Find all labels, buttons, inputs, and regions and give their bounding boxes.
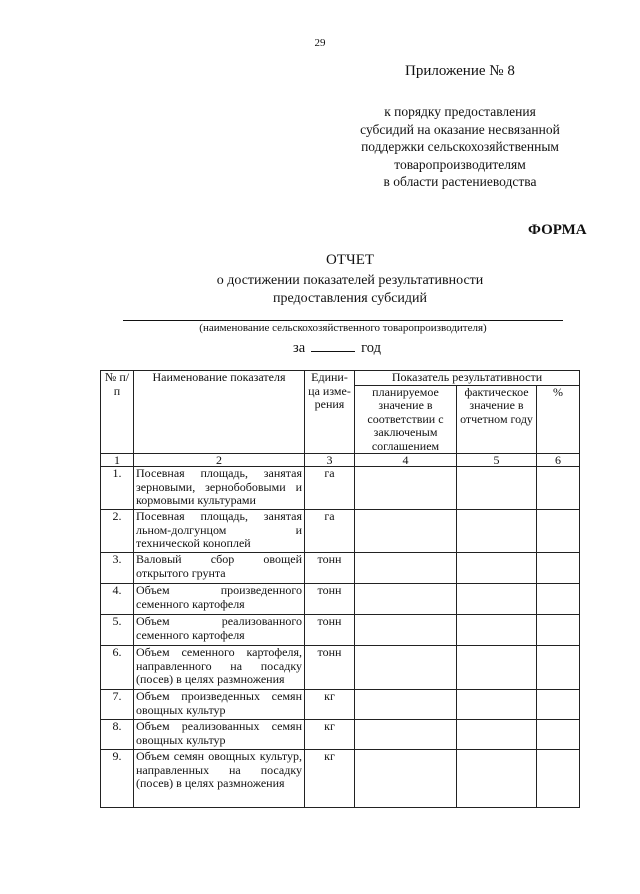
period-suffix: год [361, 340, 381, 356]
row-percent-cell [537, 510, 580, 553]
header-unit: Едини-ца изме-рения [305, 371, 355, 454]
row-planned-cell [355, 553, 457, 584]
row-unit: кг [305, 750, 355, 808]
header-actual: фактическое значение в отчетном году [457, 385, 537, 454]
column-number: 2 [134, 454, 305, 467]
row-unit: га [305, 510, 355, 553]
report-title: ОТЧЕТ [325, 252, 375, 268]
table-row [101, 584, 580, 615]
row-indicator-name: Объем семян овощных культур, направленных на посадку (посев) в целях размножения [134, 750, 305, 808]
row-indicator-name: Посевная площадь, занятая льном-долгунцом и технической коноплей [134, 510, 305, 553]
table-row [101, 553, 580, 584]
table-row [101, 646, 580, 690]
table-body [101, 467, 580, 808]
row-percent-cell [537, 646, 580, 690]
table-row [101, 510, 580, 553]
row-actual-cell [457, 750, 537, 808]
row-percent-cell [537, 467, 580, 510]
row-num: 5. [101, 615, 134, 646]
appendix-subtitle-line: к порядку предоставления [384, 104, 536, 119]
appendix-subtitle [340, 103, 580, 191]
row-percent-cell [537, 750, 580, 808]
row-num: 2. [101, 510, 134, 553]
row-planned-cell [355, 750, 457, 808]
header-indicator-name: Наименование показателя [134, 371, 305, 454]
column-number: 4 [355, 454, 457, 467]
table-row [101, 467, 580, 510]
row-actual-cell [457, 467, 537, 510]
header-performance-group: Показатель результативности [355, 371, 580, 386]
row-planned-cell [355, 646, 457, 690]
row-num: 1. [101, 467, 134, 510]
column-number: 3 [305, 454, 355, 467]
period-prefix: за [293, 340, 306, 356]
appendix-subtitle-line: в области растениеводства [383, 174, 537, 189]
form-label: ФОРМА [528, 222, 587, 238]
row-indicator-name: Объем семенного картофеля, направленного на посадку (посев) в целях размножения [134, 646, 305, 690]
row-num: 6. [101, 646, 134, 690]
row-unit: кг [305, 690, 355, 720]
producer-name-line [123, 320, 563, 321]
row-actual-cell [457, 615, 537, 646]
row-num: 7. [101, 690, 134, 720]
row-actual-cell [457, 690, 537, 720]
table-row [101, 615, 580, 646]
column-number: 6 [537, 454, 580, 467]
appendix-title: Приложение № 8 [405, 63, 515, 79]
row-actual-cell [457, 646, 537, 690]
row-num: 4. [101, 584, 134, 615]
row-unit: кг [305, 720, 355, 750]
row-indicator-name: Объем произведенных семян овощных культур [134, 690, 305, 720]
row-unit: тонн [305, 553, 355, 584]
row-indicator-name: Объем произведенного семенного картофеля [134, 584, 305, 615]
row-unit: тонн [305, 615, 355, 646]
row-planned-cell [355, 467, 457, 510]
row-indicator-name: Объем реализованного семенного картофеля [134, 615, 305, 646]
row-num: 3. [101, 553, 134, 584]
row-num: 8. [101, 720, 134, 750]
report-subtitle [0, 272, 640, 307]
row-percent-cell [537, 690, 580, 720]
table-row [101, 750, 580, 808]
row-planned-cell [355, 584, 457, 615]
row-percent-cell [537, 553, 580, 584]
row-percent-cell [537, 584, 580, 615]
report-table [100, 370, 580, 808]
row-planned-cell [355, 615, 457, 646]
row-percent-cell [537, 615, 580, 646]
row-planned-cell [355, 720, 457, 750]
report-subtitle-line: о достижении показателей результативности [216, 273, 484, 288]
period-blank [311, 338, 355, 352]
producer-name-caption: (наименование сельскохозяйственного товаропроизводителя) [199, 322, 487, 334]
row-indicator-name: Валовый сбор овощей открытого грунта [134, 553, 305, 584]
row-indicator-name: Объем реализованных семян овощных культур [134, 720, 305, 750]
row-actual-cell [457, 553, 537, 584]
row-unit: тонн [305, 646, 355, 690]
row-planned-cell [355, 690, 457, 720]
header-percent: % [537, 385, 580, 454]
report-period [293, 338, 381, 357]
row-percent-cell [537, 720, 580, 750]
row-planned-cell [355, 510, 457, 553]
appendix-subtitle-line: поддержки сельскохозяйственным [361, 139, 559, 154]
column-number: 1 [101, 454, 134, 467]
row-num: 9. [101, 750, 134, 808]
row-actual-cell [457, 720, 537, 750]
page-number: 29 [314, 37, 326, 49]
row-actual-cell [457, 510, 537, 553]
table-row [101, 690, 580, 720]
row-actual-cell [457, 584, 537, 615]
report-subtitle-line: предоставления субсидий [272, 290, 428, 306]
row-indicator-name: Посевная площадь, занятая зерновыми, зернобобовыми и кормовыми культурами [134, 467, 305, 510]
appendix-subtitle-line: субсидий на оказание несвязанной [360, 121, 560, 137]
header-num: № п/п [101, 371, 134, 454]
header-planned: планируемое значение в соответствии с заключеным соглашением [355, 385, 457, 454]
row-unit: тонн [305, 584, 355, 615]
appendix-subtitle-line: товаропроизводителям [394, 156, 526, 172]
row-unit: га [305, 467, 355, 510]
table-row [101, 720, 580, 750]
column-number: 5 [457, 454, 537, 467]
